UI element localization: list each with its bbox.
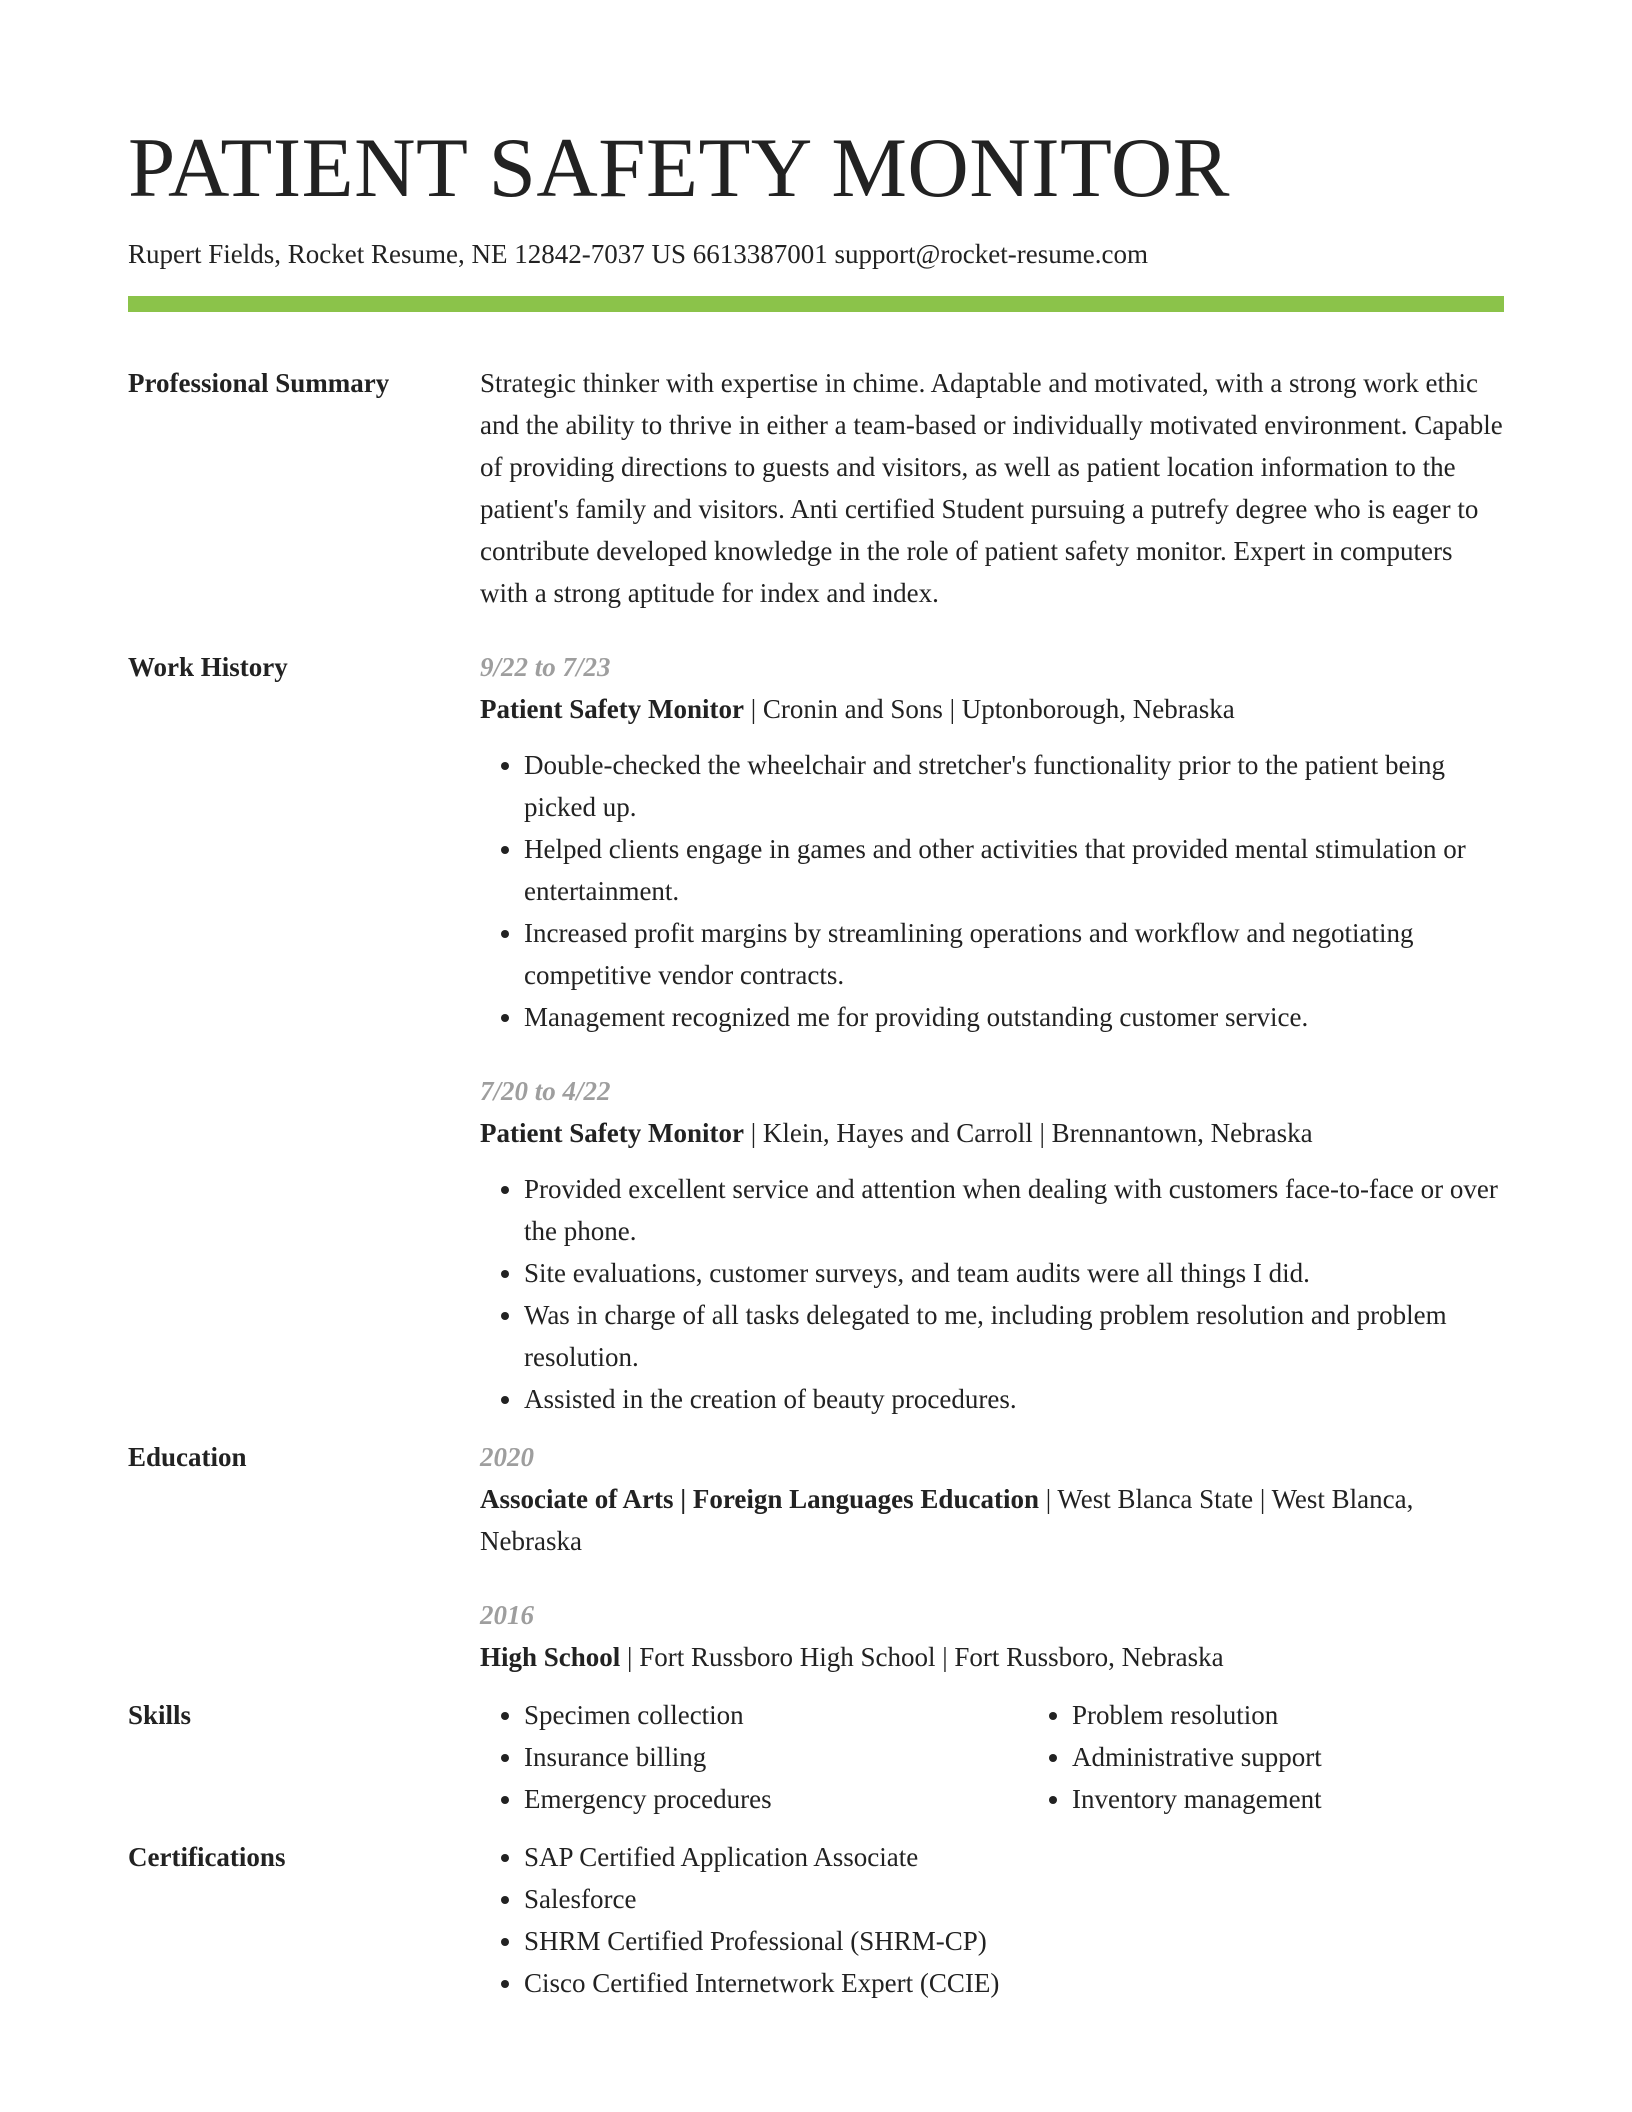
list-item: • SHRM Certified Professional (SHRM-CP) <box>524 1920 1504 1962</box>
work-history-body <box>480 646 1504 1420</box>
list-item: • Salesforce <box>524 1878 1504 1920</box>
list-item: • SAP Certified Application Associate <box>524 1836 1504 1878</box>
list-item: • Double-checked the wheelchair and stretcher's functionality prior to the patient being picked up. <box>524 744 1504 828</box>
education-body <box>480 1436 1504 1678</box>
work-bullets <box>480 744 1504 1038</box>
list-item: • Inventory management <box>1072 1778 1576 1820</box>
resume-title: PATIENT SAFETY MONITOR <box>128 121 1230 215</box>
list-item: • Was in charge of all tasks delegated to me, including problem resolution and problem resolution. <box>524 1294 1504 1378</box>
education-degree: High School <box>480 1642 621 1672</box>
education-entry <box>480 1594 1504 1678</box>
education-year: 2020 <box>480 1442 534 1472</box>
list-item: • Assisted in the creation of beauty procedures. <box>524 1378 1504 1420</box>
education-year: 2016 <box>480 1600 534 1630</box>
education-entry <box>480 1436 1504 1562</box>
section-label-certifications: Certifications <box>128 1842 286 1872</box>
work-dates: 9/22 to 7/23 <box>480 652 611 682</box>
section-label-education: Education <box>128 1442 247 1472</box>
list-item: • Cisco Certified Internetwork Expert (CCIE) <box>524 1962 1504 2004</box>
section-label-work-history: Work History <box>128 652 288 682</box>
work-employer-details: | Klein, Hayes and Carroll | Brennantown, Nebraska <box>743 1118 1313 1148</box>
work-employer-details: | Cronin and Sons | Uptonborough, Nebraska <box>743 694 1235 724</box>
education-line <box>480 1636 1504 1678</box>
certifications-section <box>128 1836 1504 2004</box>
section-label-summary: Professional Summary <box>128 368 390 398</box>
list-item: • Increased profit margins by streamlining operations and workflow and negotiating competitive vendor contracts. <box>524 912 1504 996</box>
list-item: • Problem resolution <box>1072 1694 1576 1736</box>
list-item: • Specimen collection <box>524 1694 1028 1736</box>
summary-text: Strategic thinker with expertise in chime. Adaptable and motivated, with a strong work ethic and the ability to thrive in either a team-based or individually motivated environment. Capable of providing directions to guests and visitors, as well as patient location information to the patient's family and visitors. Anti certified Student pursuing a putrefy degree who is eager to contribute developed knowledge in the role of patient safety monitor. Expert in computers with a strong aptitude for index and index. <box>480 368 1503 608</box>
skills-grid <box>480 1694 1576 1820</box>
skills-column-right <box>1028 1694 1576 1820</box>
work-entry <box>480 646 1504 1038</box>
education-section <box>128 1436 1504 1678</box>
section-label-skills: Skills <box>128 1700 192 1730</box>
list-item: • Management recognized me for providing outstanding customer service. <box>524 996 1504 1038</box>
work-job-title: Patient Safety Monitor <box>480 694 744 724</box>
list-item: • Emergency procedures <box>524 1778 1028 1820</box>
skills-body <box>480 1694 1576 1820</box>
list-item: • Helped clients engage in games and other activities that provided mental stimulation or entertainment. <box>524 828 1504 912</box>
list-item: • Insurance billing <box>524 1736 1028 1778</box>
education-details: | Fort Russboro High School | Fort Russboro, Nebraska <box>620 1642 1224 1672</box>
list-item: • Administrative support <box>1072 1736 1576 1778</box>
work-entry <box>480 1070 1504 1420</box>
contact-line: Rupert Fields, Rocket Resume, NE 12842-7037 US 6613387001 support@rocket-resume.com <box>128 239 1148 269</box>
education-degree: Associate of Arts | Foreign Languages Education <box>480 1484 1039 1514</box>
header-divider <box>128 296 1504 312</box>
work-history-section <box>128 646 1504 1420</box>
summary-section <box>128 362 1504 614</box>
list-item: • Site evaluations, customer surveys, and team audits were all things I did. <box>524 1252 1504 1294</box>
work-job-title: Patient Safety Monitor <box>480 1118 744 1148</box>
work-role-line <box>480 1112 1504 1154</box>
skills-column-left <box>480 1694 1028 1820</box>
skills-section <box>128 1694 1504 1820</box>
work-dates: 7/20 to 4/22 <box>480 1076 611 1106</box>
work-role-line <box>480 688 1504 730</box>
education-details: | West Blanca State | West Blanca, Nebraska <box>480 1484 1414 1556</box>
education-line <box>480 1478 1504 1562</box>
certifications-list <box>480 1836 1504 2004</box>
work-bullets <box>480 1168 1504 1420</box>
list-item: • Provided excellent service and attention when dealing with customers face-to-face or over the phone. <box>524 1168 1504 1252</box>
certifications-body <box>480 1836 1504 2004</box>
